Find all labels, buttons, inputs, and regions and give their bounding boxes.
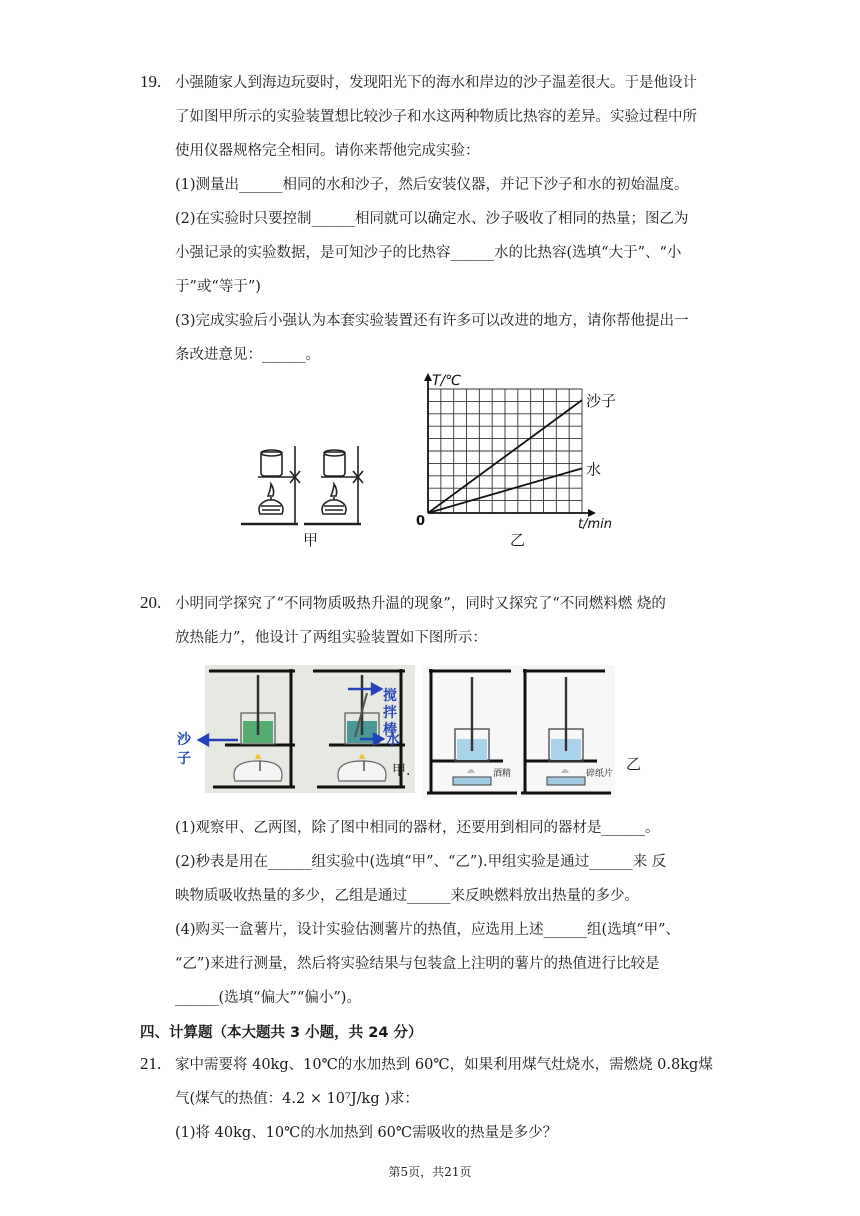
q20-sub-4b: “乙”)来进行测量，然后将实验结果与包装盒上注明的薯片的热值进行比较是 bbox=[175, 956, 660, 972]
legend-label-water: 水 bbox=[586, 460, 602, 479]
q19-sub-2c: 于”或“等于”) bbox=[175, 279, 261, 295]
label-jia: 甲. bbox=[392, 763, 411, 779]
figure-jia-apparatus bbox=[236, 440, 366, 530]
figure-yi-photo bbox=[423, 665, 615, 798]
origin-label: 0 bbox=[416, 514, 426, 529]
q19-sub-2b: 小强记录的实验数据，是可知沙子的比热容______水的比热容(选填“大于”、“小 bbox=[175, 245, 682, 261]
figure-jia-arrows bbox=[170, 660, 410, 800]
section-heading-calculation: 四、计算题（本大题共 3 小题，共 24 分） bbox=[140, 1025, 423, 1041]
q21-sub-1: (1)将 40kg、10℃的水加热到 60℃需吸收的热量是多少？ bbox=[175, 1125, 558, 1141]
question-number-21: 21. bbox=[140, 1054, 162, 1073]
q19-sub-3b: 条改进意见：______。 bbox=[175, 347, 320, 363]
figure-yi-label: 乙 bbox=[510, 531, 526, 549]
q20-sub-4a: (4)购买一盒薯片，设计实验估测薯片的热值，应选用上述______组(选填“甲”、 bbox=[175, 922, 681, 938]
q21-line-1: 家中需要将 40kg、10℃的水加热到 60℃，如果利用煤气灶烧水，需燃烧 0.8kg煤 bbox=[175, 1057, 713, 1073]
y-axis-arrow bbox=[424, 373, 432, 381]
label-water: 水 bbox=[386, 732, 400, 748]
q20-sub-2a: (2)秒表是用在______组实验中(选填“甲”、“乙”).甲组实验是通过______来 反 bbox=[175, 854, 667, 870]
label-stir-rod: 搅拌棒 bbox=[383, 688, 397, 738]
q21-line-2: 气(煤气的热值：4.2 × 10⁷J/kg )求： bbox=[175, 1091, 419, 1107]
q19-line-2: 了如图甲所示的实验装置想比较沙子和水这两种物质比热容的差异。实验过程中所 bbox=[175, 109, 697, 125]
q20-sub-2b: 映物质吸收热量的多少，乙组是通过______来反映燃料放出热量的多少。 bbox=[175, 888, 639, 904]
label-alcohol: 酒精 bbox=[493, 769, 512, 779]
q19-sub-3a: (3)完成实验后小强认为本套实验装置还有许多可以改进的地方，请你帮他提出一 bbox=[175, 313, 689, 329]
label-yi: 乙 bbox=[626, 755, 642, 773]
q20-line-2: 放热能力”，他设计了两组实验装置如下图所示： bbox=[175, 630, 487, 646]
q20-line-1: 小明同学探究了“不同物质吸热升温的现象”，同时又探究了“不同燃料燃 烧的 bbox=[175, 596, 666, 612]
y-axis-label: T/℃ bbox=[432, 373, 461, 389]
q19-line-1: 小强随家人到海边玩耍时，发现阳光下的海水和岸边的沙子温差很大。于是他设计 bbox=[175, 75, 697, 91]
q19-sub-1: (1)测量出______相同的水和沙子，然后安装仪器，并记下沙子和水的初始温度。 bbox=[175, 177, 689, 193]
legend-label-sand: 沙子 bbox=[586, 392, 617, 411]
page-footer: 第5页，共21页 bbox=[388, 1165, 472, 1179]
question-number-20: 20. bbox=[140, 593, 162, 612]
label-sand: 沙子 bbox=[177, 732, 191, 767]
q20-sub-1: (1)观察甲、乙两图，除了图中相同的器材，还要用到相同的器材是______。 bbox=[175, 820, 660, 836]
x-axis-label: t/min bbox=[578, 517, 612, 532]
q19-line-3: 使用仪器规格完全相同。请你来帮他完成实验： bbox=[175, 143, 480, 159]
label-paper-scraps: 碎纸片 bbox=[586, 769, 614, 779]
figure-yi-chart bbox=[410, 365, 625, 535]
q20-sub-4c: ______(选填“偏大”“偏小”)。 bbox=[175, 990, 361, 1006]
x-axis-arrow bbox=[588, 509, 596, 517]
question-number-19: 19. bbox=[140, 72, 162, 91]
q19-sub-2a: (2)在实验时只要控制______相同就可以确定水、沙子吸收了相同的热量；图乙为 bbox=[175, 211, 689, 227]
figure-jia-label: 甲 bbox=[303, 531, 319, 549]
